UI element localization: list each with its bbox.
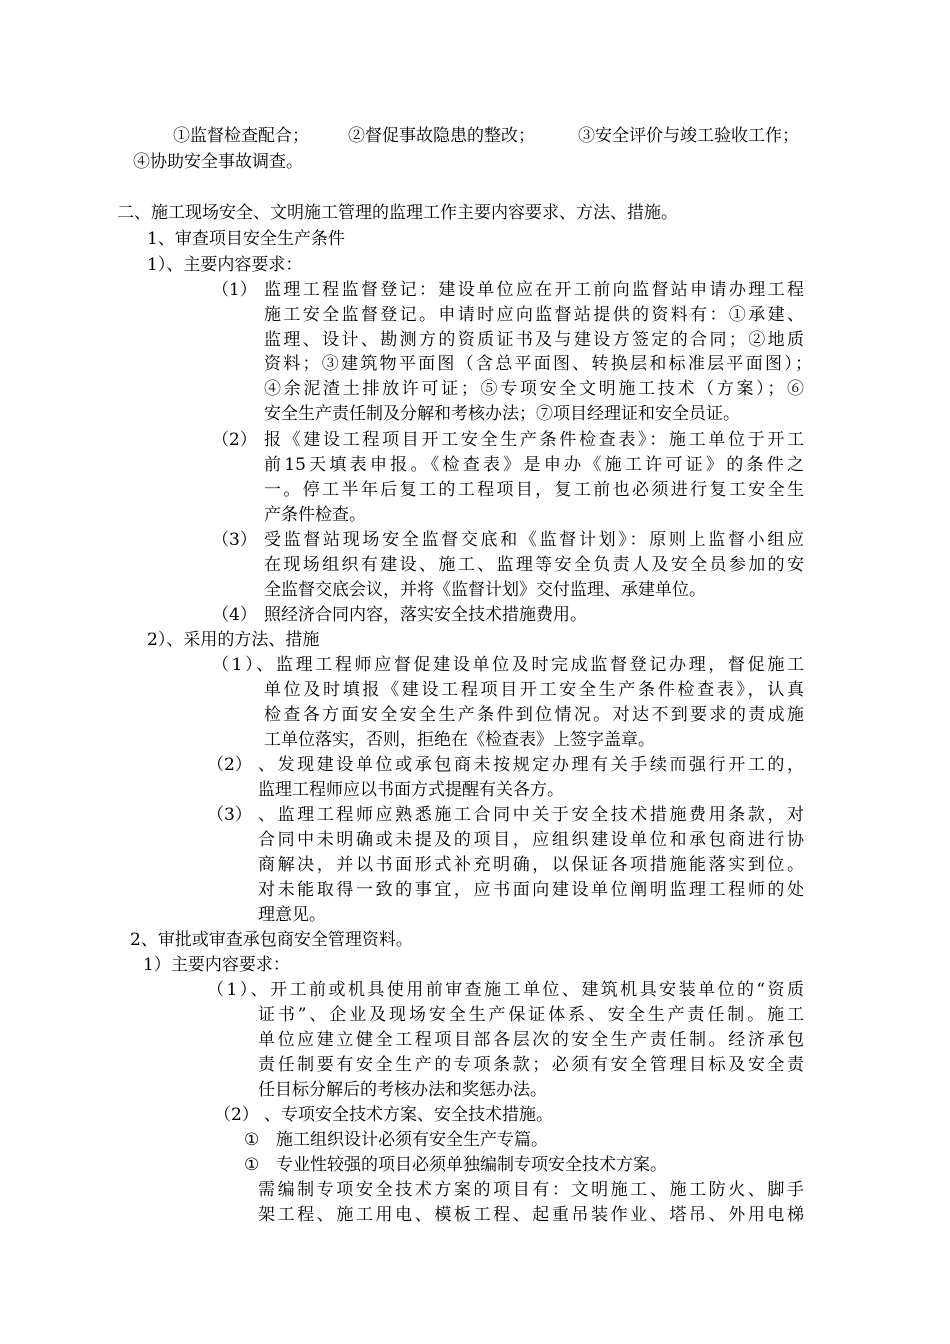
paragraph-line: 、发现建设单位或承包商未按规定办理有关手续而强行开工的， — [258, 755, 804, 775]
paragraph-line: 一。停工半年后复工的工程项目，复工前也必须进行复工安全生 — [264, 480, 804, 500]
paragraph-line: 责任制要有安全生产的专项条款；必须有安全管理目标及安全责 — [258, 1055, 804, 1075]
paragraph-line: 商解决，并以书面形式补充明确，以保证各项措施能落实到位。 — [258, 855, 804, 875]
paragraph-line: （1）、开工前或机具使用前审查施工单位、建筑机具安装单位的“资质 — [207, 980, 804, 1000]
item-number: ① — [244, 1130, 260, 1150]
paragraph-line: 资料；③建筑物平面图（含总平面图、转换层和标准层平面图）； — [264, 354, 812, 374]
item-circle-2: ②督促事故隐患的整改； — [348, 126, 535, 146]
section-heading-2: 二、施工现场安全、文明施工管理的监理工作主要内容要求、方法、措施。 — [117, 203, 678, 223]
paragraph-line: 证书”、企业及现场安全生产保证体系、安全生产责任制。施工 — [258, 1005, 804, 1025]
paragraph-line: 对未能取得一致的事宜，应书面向建设单位阐明监理工程师的处 — [258, 880, 804, 900]
item-number: （1） — [212, 280, 257, 300]
paragraph-line: 产条件检查。 — [264, 505, 366, 525]
sub-heading-content-requirements-2: 1）主要内容要求： — [143, 955, 290, 975]
paragraph-line: 专业性较强的项目必须单独编制专项安全技术方案。 — [276, 1155, 667, 1175]
paragraph-line: 单位应建立健全工程项目部各层次的安全生产责任制。经济承包 — [258, 1030, 804, 1050]
paragraph-line: 全监督交底会议，并将《监督计划》交付监理、承建单位。 — [264, 580, 706, 600]
paragraph-line: 监理、设计、勘测方的资质证书及与建设方签定的合同；②地质 — [264, 330, 804, 350]
sub-heading-methods: 2）、采用的方法、措施 — [147, 630, 320, 650]
item-circle-3: ③安全评价与竣工验收工作； — [578, 126, 799, 146]
paragraph-line: 施工组织设计必须有安全生产专篇。 — [276, 1130, 548, 1150]
paragraph-line: 、监理工程师应熟悉施工合同中关于安全技术措施费用条款，对 — [258, 805, 804, 825]
paragraph-line: ④余泥渣土排放许可证；⑤专项安全文明施工技术（方案）；⑥ — [264, 379, 804, 399]
subsection-heading-1: 1、审查项目安全生产条件 — [147, 229, 345, 249]
item-circle-1: ①监督检查配合； — [173, 126, 309, 146]
paragraph-line: 在现场组织有建设、施工、监理等安全负责人及安全员参加的安 — [264, 555, 804, 575]
paragraph-line: （1）、监理工程师应督促建设单位及时完成监督登记办理，督促施工 — [212, 655, 804, 675]
paragraph-line: 前15天填表申报。《检查表》是申办《施工许可证》的条件之 — [264, 455, 804, 475]
paragraph-line: 理意见。 — [258, 905, 326, 925]
item-number: （2） — [214, 1105, 259, 1125]
paragraph-line: 监理工程监督登记：建设单位应在开工前向监督站申请办理工程 — [264, 280, 804, 300]
paragraph-line: 检查各方面安全安全生产条件到位情况。对达不到要求的责成施 — [264, 705, 804, 725]
paragraph-line: 需编制专项安全技术方案的项目有：文明施工、施工防火、脚手 — [258, 1180, 804, 1200]
paragraph-line: 报《建设工程项目开工安全生产条件检查表》：施工单位于开工 — [264, 430, 804, 450]
paragraph-line: 施工安全监督登记。申请时应向监督站提供的资料有：①承建、 — [264, 305, 804, 325]
paragraph-line: 合同中未明确或未提及的项目，应组织建设单位和承包商进行协 — [258, 830, 804, 850]
item-circle-4: ④协助安全事故调查。 — [133, 152, 303, 172]
sub-heading-content-requirements: 1）、主要内容要求： — [147, 255, 303, 275]
item-number: （3） — [212, 530, 257, 550]
item-number: ① — [244, 1155, 260, 1175]
item-number: （2） — [212, 430, 257, 450]
paragraph-line: 安全生产责任制及分解和考核办法；⑦项目经理证和安全员证。 — [264, 404, 740, 424]
item-number: （2） — [207, 755, 252, 775]
paragraph-line: 工单位落实，否则，拒绝在《检查表》上签字盖章。 — [264, 730, 655, 750]
paragraph-line: 照经济合同内容，落实安全技术措施费用。 — [264, 605, 587, 625]
paragraph-line: 单位及时填报《建设工程项目开工安全生产条件检查表》，认真 — [264, 680, 804, 700]
paragraph-line: 任目标分解后的考核办法和奖惩办法。 — [258, 1080, 547, 1100]
paragraph-line: 监理工程师应以书面方式提醒有关各方。 — [258, 780, 564, 800]
paragraph-line: 受监督站现场安全监督交底和《监督计划》：原则上监督小组应 — [264, 530, 804, 550]
item-number: （4） — [212, 605, 257, 625]
paragraph-line: 、专项安全技术方案、安全技术措施。 — [264, 1105, 553, 1125]
item-number: （3） — [207, 805, 252, 825]
paragraph-line: 架工程、施工用电、模板工程、起重吊装作业、塔吊、外用电梯 — [258, 1205, 804, 1225]
subsection-heading-2: 2、审批或审查承包商安全管理资料。 — [130, 930, 413, 950]
